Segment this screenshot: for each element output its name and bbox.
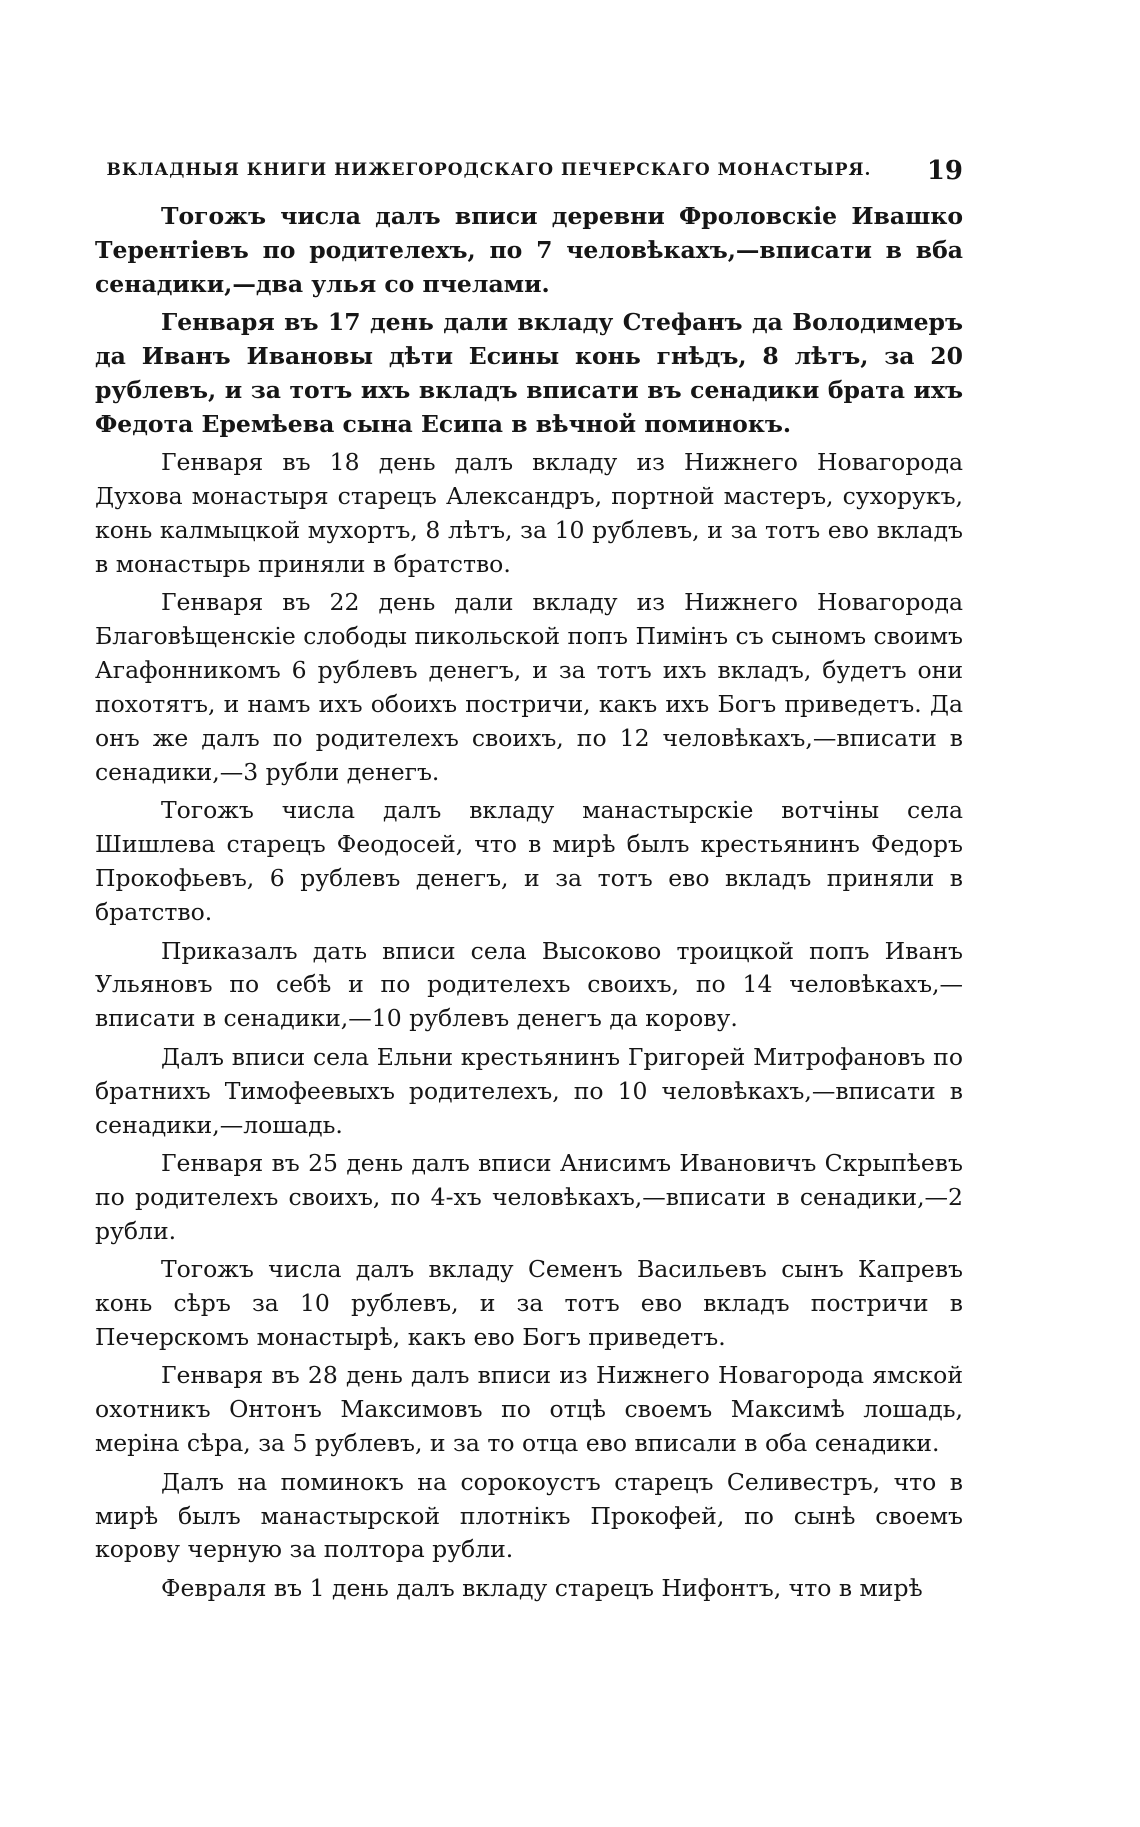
entry-paragraph: Далъ вписи села Ельни крестьянинъ Григорей Митрофановъ по братнихъ Тимофеевыхъ родителехъ, по 10 человѣкахъ,—вписати в сенадики,—лошадь. <box>95 1042 963 1139</box>
entry-paragraph: Генваря въ 28 день далъ вписи из Нижнего Новагорода ямской охотникъ Онтонъ Максимовъ по отцѣ своемъ Максимѣ лошадь, меріна сѣра, за 5 рублевъ, и за то отца ево вписали в оба сенадики. <box>95 1361 963 1458</box>
entry-paragraph: Генваря въ 22 день дали вкладу из Нижнего Новагорода Благовѣщенскіе слободы пикольской попъ Пимінъ съ сыномъ своимъ Агафонникомъ 6 рублевъ денегъ, и за тотъ ихъ вкладъ, будетъ они похотятъ, и намъ ихъ обоихъ постричи, какъ ихъ Богъ приведетъ. Да онъ же далъ по родителехъ своихъ, по 12 человѣкахъ,—вписати в сенадики,—3 рубли денегъ. <box>95 588 963 786</box>
entry-paragraph: Генваря въ 17 день дали вкладу Стефанъ да Володимеръ да Иванъ Ивановы дѣти Есины конь гнѣдъ, 8 лѣтъ, за 20 рублевъ, и за тотъ ихъ вкладъ вписати въ сенадики брата ихъ Федота Еремѣева сына Есипа в вѣчной поминокъ. <box>95 308 963 438</box>
running-title: ВКЛАДНЫЯ КНИГИ НИЖЕГОРОДСКАГО ПЕЧЕРСКАГО МОНАСТЫРЯ. <box>106 160 872 180</box>
entry-paragraph: Февраля въ 1 день далъ вкладу старецъ Нифонтъ, что в мирѣ <box>161 1573 923 1602</box>
entry-paragraph: Приказалъ дать вписи села Высоково троицкой попъ Иванъ Ульяновъ по себѣ и по родителехъ своихъ, по 14 человѣкахъ,—вписати в сенадики,—10 рублевъ денегъ да корову. <box>95 936 963 1033</box>
entry-paragraph: Тогожъ числа далъ вкладу Семенъ Васильевъ сынъ Капревъ конь сѣръ за 10 рублевъ, и за тотъ ево вкладъ постричи в Печерскомъ монастырѣ, какъ ево Богъ приведетъ. <box>95 1255 963 1351</box>
entry-paragraph: Тогожъ числа далъ вкладу манастырскіе вотчіны села Шишлева старецъ Феодосей, что в мирѣ былъ крестьянинъ Федоръ Прокофьевъ, 6 рублевъ денегъ, и за тотъ ево вкладъ приняли в братство. <box>95 796 963 927</box>
page-number: 19 <box>926 156 963 186</box>
entry-paragraph: Генваря въ 18 день далъ вкладу из Нижнего Новагорода Духова монастыря старецъ Александръ, портной мастеръ, сухорукъ, конь калмыцкой мухортъ, 8 лѣтъ, за 10 рублевъ, и за тотъ ево вкладъ в монастырь приняли в братство. <box>95 448 963 579</box>
entry-paragraph: Генваря въ 25 день далъ вписи Анисимъ Ивановичъ Скрыпѣевъ по родителехъ своихъ, по 4-хъ человѣкахъ,—вписати в сенадики,—2 рубли. <box>95 1148 963 1245</box>
entry-paragraph: Тогожъ числа далъ вписи деревни Фроловскіе Ивашко Терентіевъ по родителехъ, по 7 человѣкахъ,—вписати в вба сенадики,—два улья со пчелами. <box>95 202 963 298</box>
running-head <box>95 156 963 192</box>
entry-paragraph: Далъ на поминокъ на сорокоустъ старецъ Селивестръ, что в мирѣ былъ манастырской плотнікъ Прокофей, по сынѣ своемъ корову черную за полтора рубли. <box>95 1467 963 1564</box>
body-text <box>95 200 963 1610</box>
